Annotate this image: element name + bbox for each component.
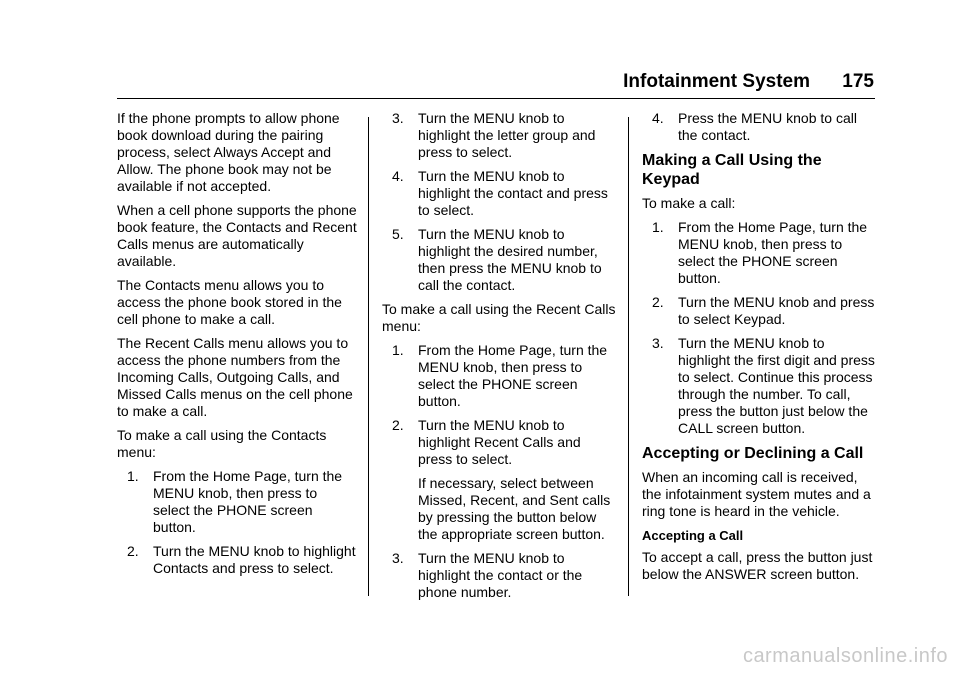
- column-2: [382, 110, 618, 608]
- column-1: [117, 110, 357, 584]
- step-text: Turn the MENU knob and press to select Keypad.: [678, 294, 875, 327]
- step-number: 4.: [392, 168, 404, 184]
- step-number: 3.: [392, 550, 404, 566]
- step-number: 2.: [652, 294, 664, 310]
- list-item: [382, 550, 618, 601]
- step-text: From the Home Page, turn the MENU knob, then press to select the PHONE screen button.: [678, 219, 868, 286]
- step-number: 2.: [392, 417, 404, 433]
- step-number: 3.: [392, 110, 404, 126]
- list-item: [117, 468, 357, 536]
- step-number: 4.: [652, 110, 664, 126]
- column-3: [642, 110, 875, 590]
- step-number: 1.: [127, 468, 139, 484]
- list-item: [382, 168, 618, 219]
- section-heading: Making a Call Using the Keypad: [642, 152, 822, 188]
- step-number: 5.: [392, 226, 404, 242]
- page-number: 175: [842, 71, 874, 92]
- watermark: carmanualsonline.info: [742, 645, 948, 667]
- list-item: [382, 342, 618, 410]
- step-text: Press the MENU knob to call the contact.: [678, 110, 857, 143]
- paragraph: When an incoming call is received, the infotainment system mutes and a ring tone is heard in the vehicle.: [642, 469, 871, 519]
- step-text: Turn the MENU knob to highlight Contacts and press to select.: [153, 543, 356, 576]
- step-note: If necessary, select between Missed, Recent, and Sent calls by pressing the button below the appropriate screen button.: [418, 475, 611, 542]
- step-text: Turn the MENU knob to highlight Recent Calls and press to select.: [418, 417, 581, 467]
- section-heading: Accepting or Declining a Call: [642, 445, 864, 462]
- list-item: [642, 110, 875, 144]
- subsection-heading: Accepting a Call: [642, 528, 744, 543]
- step-list: [642, 110, 875, 144]
- list-item: [117, 543, 357, 577]
- step-text: From the Home Page, turn the MENU knob, then press to select the PHONE screen button.: [153, 468, 343, 535]
- paragraph: If the phone prompts to allow phone book download during the pairing process, select Always Accept and Allow. The phone book may not be available if not accepted.: [117, 110, 340, 194]
- step-list: [117, 468, 357, 577]
- list-item: [382, 110, 618, 161]
- list-item: [642, 219, 875, 287]
- step-text: Turn the MENU knob to highlight the first digit and press to select. Continue this process through the number. To call, press the button just below the CALL screen button.: [678, 335, 875, 436]
- paragraph: The Recent Calls menu allows you to access the phone numbers from the Incoming Calls, Outgoing Calls, and Missed Calls menus on the cell phone to make a call.: [117, 335, 353, 419]
- list-item: [382, 417, 618, 543]
- paragraph: To make a call:: [642, 195, 736, 211]
- step-text: Turn the MENU knob to highlight the contact or the phone number.: [418, 550, 583, 600]
- page-header-title: Infotainment System: [623, 71, 810, 92]
- step-list: [642, 219, 875, 437]
- step-number: 1.: [392, 342, 404, 358]
- paragraph: To make a call using the Recent Calls menu:: [382, 301, 616, 334]
- column-divider: [368, 117, 369, 596]
- step-number: 2.: [127, 543, 139, 559]
- step-list: [382, 342, 618, 601]
- step-text: Turn the MENU knob to highlight the desired number, then press the MENU knob to call the contact.: [418, 226, 602, 293]
- list-item: [642, 294, 875, 328]
- paragraph: When a cell phone supports the phone book feature, the Contacts and Recent Calls menus are automatically available.: [117, 202, 357, 269]
- step-list: [382, 110, 618, 294]
- step-text: Turn the MENU knob to highlight the contact and press to select.: [418, 168, 608, 218]
- step-text: Turn the MENU knob to highlight the letter group and press to select.: [418, 110, 596, 160]
- list-item: [382, 226, 618, 294]
- column-divider: [628, 117, 629, 596]
- header-rule: [117, 98, 875, 99]
- step-text: From the Home Page, turn the MENU knob, then press to select the PHONE screen button.: [418, 342, 608, 409]
- step-number: 1.: [652, 219, 664, 235]
- paragraph: To accept a call, press the button just below the ANSWER screen button.: [642, 549, 873, 582]
- step-number: 3.: [652, 335, 664, 351]
- paragraph: To make a call using the Contacts menu:: [117, 427, 327, 460]
- paragraph: The Contacts menu allows you to access the phone book stored in the cell phone to make a call.: [117, 277, 342, 327]
- list-item: [642, 335, 875, 437]
